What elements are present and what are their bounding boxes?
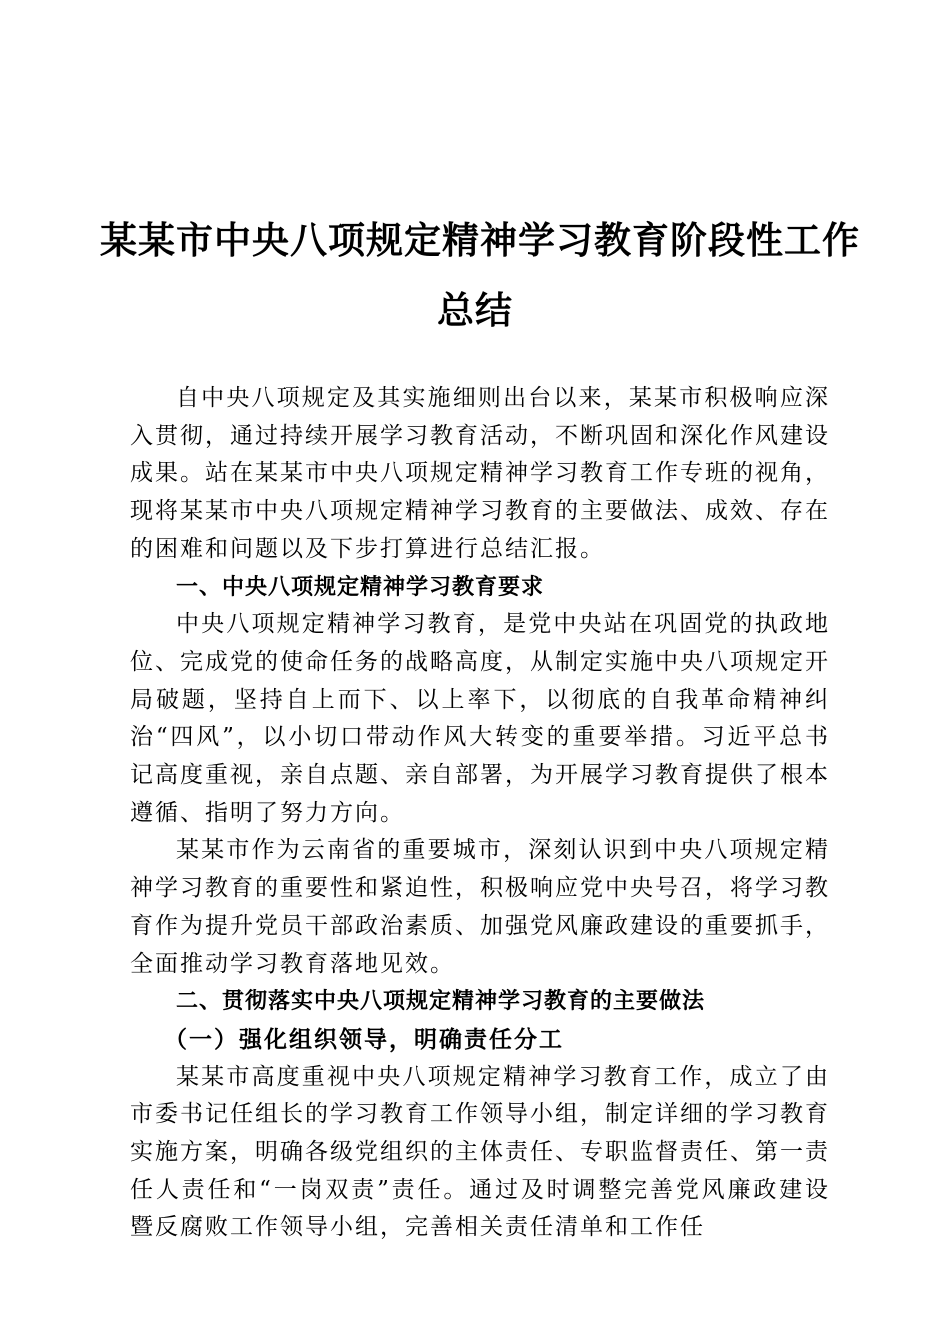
document-title-line1: 某某市中央八项规定精神学习教育阶段性工作 xyxy=(100,218,860,262)
intro-paragraph: 自中央八项规定及其实施细则出台以来，某某市积极响应深入贯彻，通过持续开展学习教育活动，不断巩固和深化作风建设成果。站在某某市中央八项规定精神学习教育工作专班的视角，现将某某市中央八项规定精神学习教育的主要做法、成效、存在的困难和问题以及下步打算进行总结汇报。 xyxy=(130,385,830,562)
section2-subheading1: （一）强化组织领导，明确责任分工 xyxy=(164,1025,564,1053)
section1-paragraph1: 中央八项规定精神学习教育，是党中央站在巩固党的执政地位、完成党的使命任务的战略高度，从制定实施中央八项规定开局破题，坚持自上而下、以上率下，以彻底的自我革命精神纠治“四风”，以小切口带动作风大转变的重要举措。习近平总书记高度重视，亲自点题、亲自部署，为开展学习教育提供了根本遵循、指明了努力方向。 xyxy=(130,611,830,826)
document-title-line2: 总结 xyxy=(437,288,513,332)
section2-sub1-paragraph: 某某市高度重视中央八项规定精神学习教育工作，成立了由市委书记任组长的学习教育工作领导小组，制定详细的学习教育实施方案，明确各级党组织的主体责任、专职监督责任、第一责任人责任和“一岗双责”责任。通过及时调整完善党风廉政建设暨反腐败工作领导小组，完善相关责任清单和工作任 xyxy=(130,1063,830,1241)
document-body xyxy=(130,380,830,1247)
section1-paragraph2: 某某市作为云南省的重要城市，深刻认识到中央八项规定精神学习教育的重要性和紧迫性，积极响应党中央号召，将学习教育作为提升党员干部政治素质、加强党风廉政建设的重要抓手，全面推动学习教育落地见效。 xyxy=(130,837,830,977)
section1-heading: 一、中央八项规定精神学习教育要求 xyxy=(176,574,545,600)
section2-heading: 二、贯彻落实中央八项规定精神学习教育的主要做法 xyxy=(176,989,706,1015)
